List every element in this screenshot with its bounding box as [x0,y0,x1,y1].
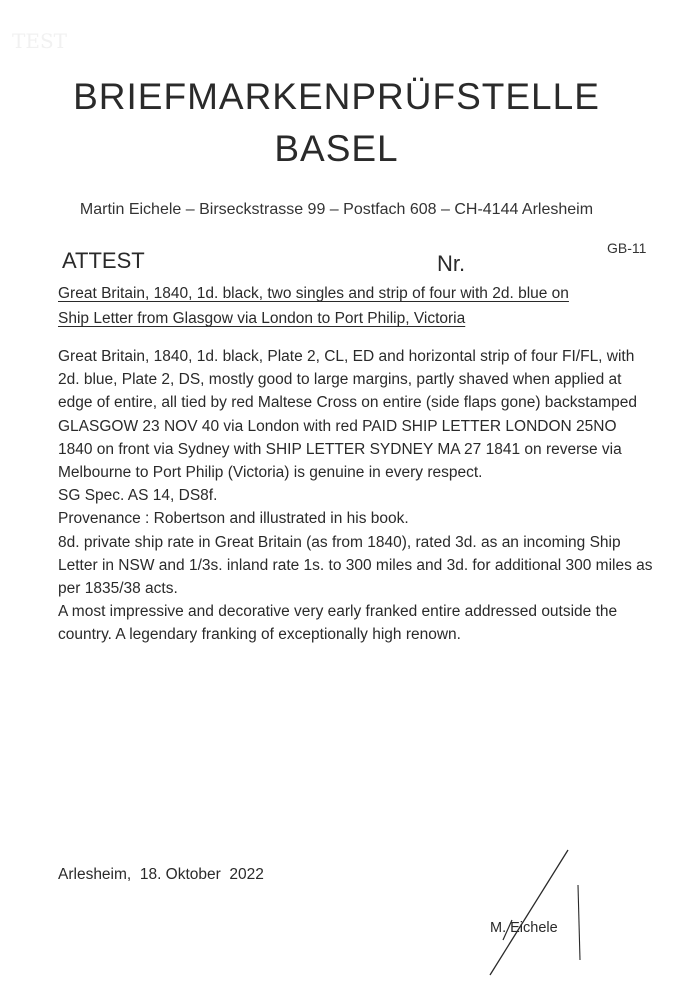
header-title-line2: BASEL [274,128,399,169]
place-and-date: Arlesheim, 18. Oktober 2022 [58,866,264,883]
closing-paragraph: A most impressive and decorative very early franked entire addressed outside the country. A legendary franking of exceptionally high renown. [58,603,618,644]
certificate-reference: GB-11 [607,240,647,256]
signer-name: M. Eichele [490,920,558,936]
subject-line2: Ship Letter from Glasgow via London to Port Philip, Victoria [58,310,466,327]
handwritten-signature [470,845,610,980]
header-title-line1: BRIEFMARKENPRÜFSTELLE [73,76,600,117]
faint-watermark-mark [8,20,78,60]
sg-spec-line: SG Spec. AS 14, DS8f. [58,487,218,505]
rates-paragraph: 8d. private ship rate in Great Britain (as from 1840), rated 3d. as an incoming Ship Letter in NSW and 1/3s. inland rate 1s. to 300 miles and 3d. for additional 300 miles as per 1835/38 acts. [58,533,653,598]
attest-label: ATTEST [62,248,145,273]
certificate-number-label: Nr. [437,251,466,276]
certificate-body [58,345,653,647]
header-address: Martin Eichele – Birseckstrasse 99 – Postfach 608 – CH-4144 Arlesheim [79,201,594,218]
provenance-line: Provenance : Robertson and illustrated in his book. [58,510,409,528]
description-paragraph: Great Britain, 1840, 1d. black, Plate 2, CL, ED and horizontal strip of four FI/FL, with 2d. blue, Plate 2, DS, mostly good to large margins, partly shaved when applied at edge of entire, all tied by red Maltese Cross on entire (side flaps gone) backstamped GLASGOW 23 NOV 40 via London with red PAID SHIP LETTER LONDON 25NO 1840 on front via Sydney with SHIP LETTER SYDNEY MA 27 1841 on reverse via Melbourne to Port Philip (Victoria) is genuine in every respect. [58,348,637,482]
subject-line1: Great Britain, 1840, 1d. black, two singles and strip of four with 2d. blue on [58,285,569,302]
svg-text:TEST: TEST [12,29,67,53]
subject-heading [58,281,638,331]
